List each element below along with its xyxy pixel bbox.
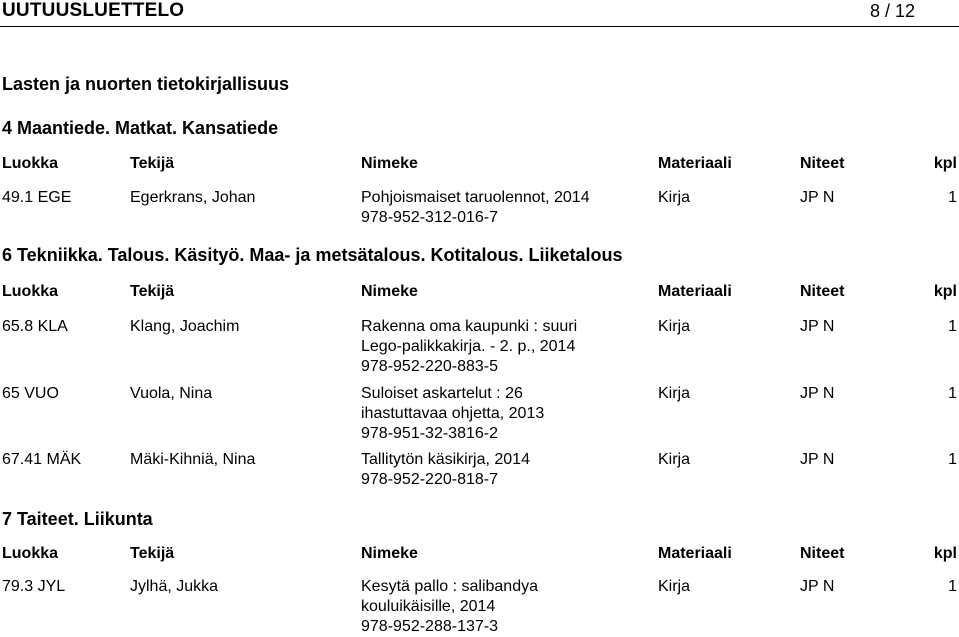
cell-tekija: Vuola, Nina xyxy=(130,385,213,402)
nimeke-line: kouluikäisille, 2014 xyxy=(361,598,496,615)
nimeke-isbn: 978-951-32-3816-2 xyxy=(361,425,498,442)
page-header xyxy=(0,0,959,30)
cell-tekija: Mäki-Kihniä, Nina xyxy=(130,451,256,468)
nimeke-isbn: 978-952-288-137-3 xyxy=(361,618,498,635)
col-nimeke: Nimeke xyxy=(361,283,418,300)
cell-materiaali: Kirja xyxy=(658,451,691,468)
cell-kpl: 1 xyxy=(948,318,957,335)
cell-materiaali: Kirja xyxy=(658,385,691,402)
cell-niteet: JP N xyxy=(800,451,835,468)
nimeke-line: Lego-palikkakirja. - 2. p., 2014 xyxy=(361,338,576,355)
nimeke-isbn: 978-952-312-016-7 xyxy=(361,209,498,226)
cell-materiaali: Kirja xyxy=(658,318,691,335)
cell-niteet: JP N xyxy=(800,578,835,595)
column-header-row xyxy=(0,155,959,177)
section-title: 4 Maantiede. Matkat. Kansatiede xyxy=(2,118,279,138)
col-tekija: Tekijä xyxy=(130,283,175,300)
cell-niteet: JP N xyxy=(800,385,835,402)
cell-tekija: Egerkrans, Johan xyxy=(130,189,256,206)
column-header-row xyxy=(0,545,959,567)
cell-materiaali: Kirja xyxy=(658,578,691,595)
cell-kpl: 1 xyxy=(948,578,957,595)
col-materiaali: Materiaali xyxy=(658,545,732,562)
nimeke-line: Kesytä pallo : salibandya xyxy=(361,578,538,595)
col-tekija: Tekijä xyxy=(130,155,175,172)
main-category-title: Lasten ja nuorten tietokirjallisuus xyxy=(2,74,290,94)
cell-luokka: 65.8 KLA xyxy=(2,318,68,335)
cell-nimeke xyxy=(361,317,651,377)
section-title: 7 Taiteet. Liikunta xyxy=(2,509,153,529)
col-tekija: Tekijä xyxy=(130,545,175,562)
col-luokka: Luokka xyxy=(2,155,59,172)
cell-tekija: Jylhä, Jukka xyxy=(130,578,219,595)
nimeke-line: Pohjoismaiset taruolennot, 2014 xyxy=(361,189,590,206)
page-number: 8 / 12 xyxy=(869,1,915,21)
cell-materiaali: Kirja xyxy=(658,189,691,206)
cell-nimeke xyxy=(361,577,651,637)
cell-luokka: 79.3 JYL xyxy=(2,578,66,595)
document-title: UUTUUSLUETTELO xyxy=(2,0,185,21)
cell-kpl: 1 xyxy=(948,385,957,402)
col-niteet: Niteet xyxy=(800,545,845,562)
nimeke-line: Rakenna oma kaupunki : suuri xyxy=(361,318,578,335)
col-materiaali: Materiaali xyxy=(658,155,732,172)
cell-nimeke xyxy=(361,384,651,444)
col-luokka: Luokka xyxy=(2,545,59,562)
col-materiaali: Materiaali xyxy=(658,283,732,300)
cell-niteet: JP N xyxy=(800,318,835,335)
col-luokka: Luokka xyxy=(2,283,59,300)
col-kpl: kpl xyxy=(933,545,957,562)
col-nimeke: Nimeke xyxy=(361,155,418,172)
col-niteet: Niteet xyxy=(800,155,845,172)
cell-nimeke xyxy=(361,450,651,490)
cell-luokka: 49.1 EGE xyxy=(2,189,72,206)
header-divider xyxy=(0,26,959,27)
nimeke-isbn: 978-952-220-883-5 xyxy=(361,358,498,375)
nimeke-line: Suloiset askartelut : 26 xyxy=(361,385,523,402)
col-niteet: Niteet xyxy=(800,283,845,300)
col-nimeke: Nimeke xyxy=(361,545,418,562)
nimeke-line: Tallitytön käsikirja, 2014 xyxy=(361,451,530,468)
cell-niteet: JP N xyxy=(800,189,835,206)
cell-nimeke xyxy=(361,188,651,228)
cell-kpl: 1 xyxy=(948,451,957,468)
col-kpl: kpl xyxy=(933,283,957,300)
column-header-row xyxy=(0,283,959,305)
nimeke-line: ihastuttavaa ohjetta, 2013 xyxy=(361,405,545,422)
cell-luokka: 67.41 MÄK xyxy=(2,451,82,468)
cell-luokka: 65 VUO xyxy=(2,385,59,402)
section-title: 6 Tekniikka. Talous. Käsityö. Maa- ja metsätalous. Kotitalous. Liiketalous xyxy=(2,245,623,265)
cell-kpl: 1 xyxy=(948,189,957,206)
cell-tekija: Klang, Joachim xyxy=(130,318,240,335)
col-kpl: kpl xyxy=(933,155,957,172)
nimeke-isbn: 978-952-220-818-7 xyxy=(361,471,498,488)
